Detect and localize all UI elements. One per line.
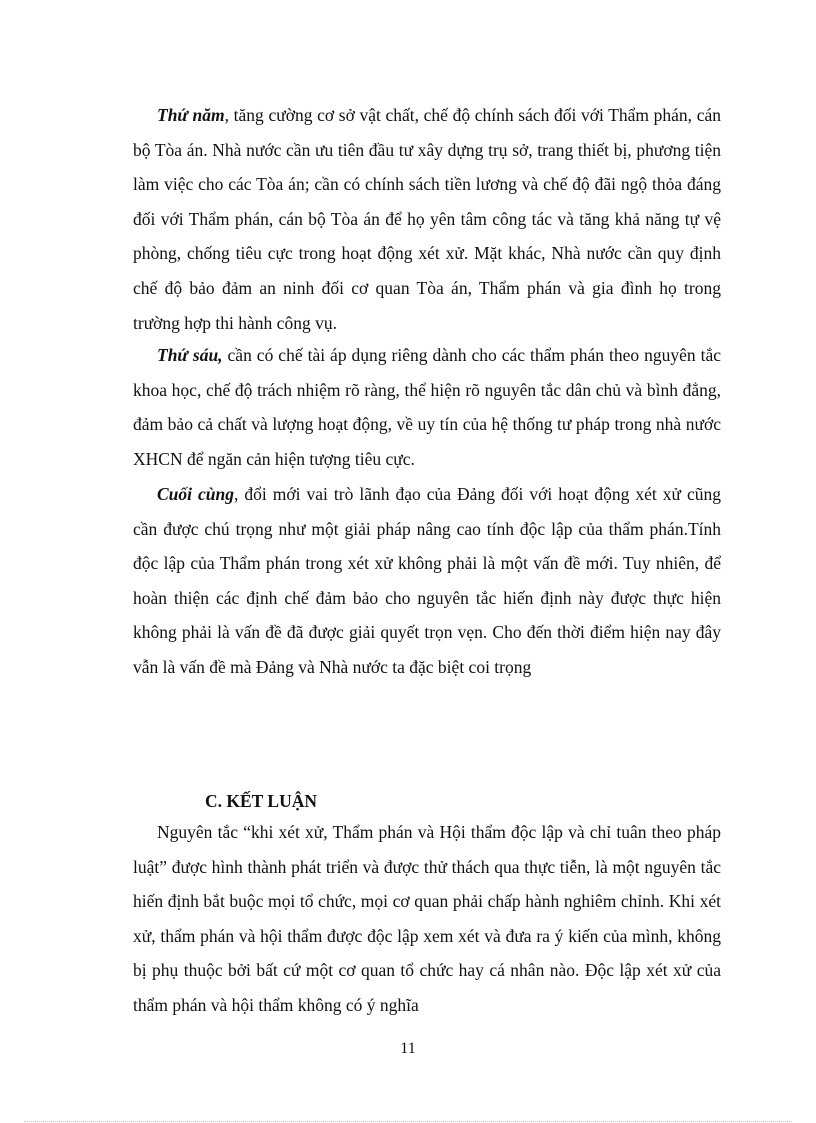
paragraph-cuoi-cung — [133, 477, 721, 685]
paragraph-lead: Thứ năm — [157, 105, 225, 125]
page-number: 11 — [400, 1040, 416, 1057]
paragraph-thu-sau — [133, 338, 721, 476]
paragraph-lead: Cuối cùng — [157, 484, 235, 504]
paragraph-body: cần có chế tài áp dụng riêng dành cho các thẩm phán theo nguyên tắc khoa học, chế độ trách nhiệm rõ ràng, thể hiện rõ nguyên tắc dân chủ và bình đẳng, đảm bảo cả chất và lượng hoạt động, về uy tín của hệ thống tư pháp trong nhà nước XHCN để ngăn cản hiện tượng tiêu cực. — [133, 345, 721, 469]
paragraph-conclusion — [133, 815, 721, 1023]
paragraph-lead: Thứ sáu, — [157, 345, 223, 365]
paragraph-body: , tăng cường cơ sở vật chất, chế độ chính sách đối với Thẩm phán, cán bộ Tòa án. Nhà nước cần ưu tiên đầu tư xây dựng trụ sở, trang thiết bị, phương tiện làm việc cho các Tòa án; cần có chính sách tiền lương và chế độ đãi ngộ thỏa đáng đối với Thẩm phán, cán bộ Tòa án để họ yên tâm công tác và tăng khả năng tự vệ phòng, chống tiêu cực trong hoạt động xét xử. Mặt khác, Nhà nước cần quy định chế độ bảo đảm an ninh đối cơ quan Tòa án, Thẩm phán và gia đình họ trong trường hợp thi hành công vụ. — [133, 105, 721, 333]
page-bottom-divider — [24, 1121, 792, 1122]
paragraph-thu-nam — [133, 98, 721, 340]
paragraph-body: , đổi mới vai trò lãnh đạo của Đảng đối với hoạt động xét xử cũng cần được chú trọng như một giải pháp nâng cao tính độc lập của thẩm phán.Tính độc lập của Thẩm phán trong xét xử không phải là một vấn đề mới. Tuy nhiên, để hoàn thiện các định chế đảm bảo cho nguyên tắc hiến định này được thực hiện không phải là vấn đề đã được giải quyết trọn vẹn. Cho đến thời điểm hiện nay đây vẫn là vấn đề mà Đảng và Nhà nước ta đặc biệt coi trọng — [133, 484, 721, 677]
section-heading: C. KẾT LUẬN — [205, 791, 317, 811]
conclusion-text: Nguyên tắc “khi xét xử, Thẩm phán và Hội thẩm độc lập và chỉ tuân theo pháp luật” được hình thành phát triển và được thử thách qua thực tiễn, là một nguyên tắc hiến định bắt buộc mọi tổ chức, mọi cơ quan phải chấp hành nghiêm chỉnh. Khi xét xử, thẩm phán và hội thẩm được độc lập xem xét và đưa ra ý kiến của mình, không bị phụ thuộc bởi bất cứ một cơ quan tổ chức hay cá nhân nào. Độc lập xét xử của thẩm phán và hội thẩm không có ý nghĩa — [133, 822, 721, 1015]
